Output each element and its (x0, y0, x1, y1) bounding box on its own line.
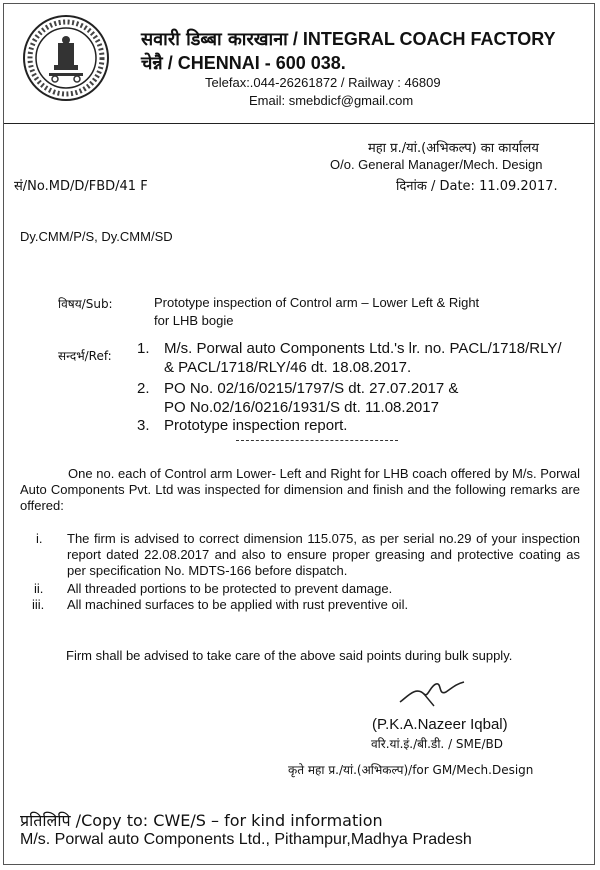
reference-number: सं/No.MD/D/FBD/41 F (14, 179, 148, 194)
subject-label: विषय/Sub: (58, 297, 113, 311)
office-english: O/o. General Manager/Mech. Design (330, 157, 543, 172)
references-label: सन्दर्भ/Ref: (58, 349, 112, 363)
handwritten-signature-icon (394, 672, 474, 712)
email: Email: smebdicf@gmail.com (249, 93, 414, 108)
body-paragraph: One no. each of Control arm Lower- Left and Right for LHB coach offered by M/s. Porwal Auto Components Pvt. Ltd was inspected for dimension and finish and the following remarks are offered: (20, 466, 580, 513)
closing-line: Firm shall be advised to take care of the above said points during bulk supply. (66, 648, 513, 663)
addressee: Dy.CMM/P/S, Dy.CMM/SD (20, 229, 173, 244)
reference-1-line-1: M/s. Porwal auto Components Ltd.'s lr. no. PACL/1718/RLY/ (164, 340, 562, 357)
copy-to-line-1: प्रतिलिपि /Copy to: CWE/S – for kind information (20, 811, 383, 830)
factory-city (141, 51, 346, 75)
remark-1-num: i. (36, 531, 43, 546)
for-line: कृते महा प्र./यां.(अभिकल्प)/for GM/Mech.Design (288, 763, 534, 777)
letter-page (3, 3, 595, 865)
factory-title-hindi: सवारी डिब्बा कारखाना (141, 29, 288, 50)
factory-title-sep: / (287, 29, 303, 49)
reference-1-line-2: & PACL/1718/RLY/46 dt. 18.08.2017. (164, 359, 412, 376)
subject-line-1: Prototype inspection of Control arm – Lower Left & Right (154, 295, 480, 310)
signatory-name: (P.K.A.Nazeer Iqbal) (372, 716, 508, 733)
office-hindi: महा प्र./यां.(अभिकल्प) का कार्यालय (368, 141, 539, 156)
copy-to-line-2: M/s. Porwal auto Components Ltd., Pithampur,Madhya Pradesh (20, 831, 472, 848)
remark-3-text: All machined surfaces to be applied with rust preventive oil. (67, 597, 409, 612)
header-divider (4, 123, 594, 124)
remark-2-text: All threaded portions to be protected to prevent damage. (67, 581, 393, 596)
reference-2-num: 2. (137, 380, 150, 397)
reference-1-num: 1. (137, 340, 150, 357)
reference-2-line-2: PO No.02/16/0216/1931/S dt. 11.08.2017 (164, 399, 439, 416)
telefax: Telefax:.044-26261872 / Railway : 46809 (205, 75, 441, 90)
reference-2-line-1: PO No. 02/16/0215/1797/S dt. 27.07.2017 & (164, 380, 459, 397)
dashed-separator (236, 440, 398, 441)
factory-title-english: INTEGRAL COACH FACTORY (302, 29, 556, 49)
reference-3-num: 3. (137, 417, 150, 434)
reference-3-line-1: Prototype inspection report. (164, 417, 348, 434)
indian-railways-emblem-icon (21, 13, 111, 103)
subject-line-2: for LHB bogie (154, 313, 234, 328)
factory-city-hindi: चेन्नै (141, 53, 163, 74)
signatory-designation: वरि.यां.इं./बी.डी. / SME/BD (371, 737, 503, 751)
letter-date: दिनांक / Date: 11.09.2017. (396, 179, 558, 194)
remark-1-text: The firm is advised to correct dimension 115.075, as per serial no.29 of your inspection report dated 22.08.2017 and also to ensure proper greasing and protective coating as per specification No. MDTS-166 before dispatch. (67, 531, 580, 578)
factory-title (141, 27, 556, 51)
factory-city-english: / CHENNAI - 600 038. (162, 53, 346, 73)
remark-2-num: ii. (34, 581, 44, 596)
remark-3-num: iii. (32, 597, 45, 612)
